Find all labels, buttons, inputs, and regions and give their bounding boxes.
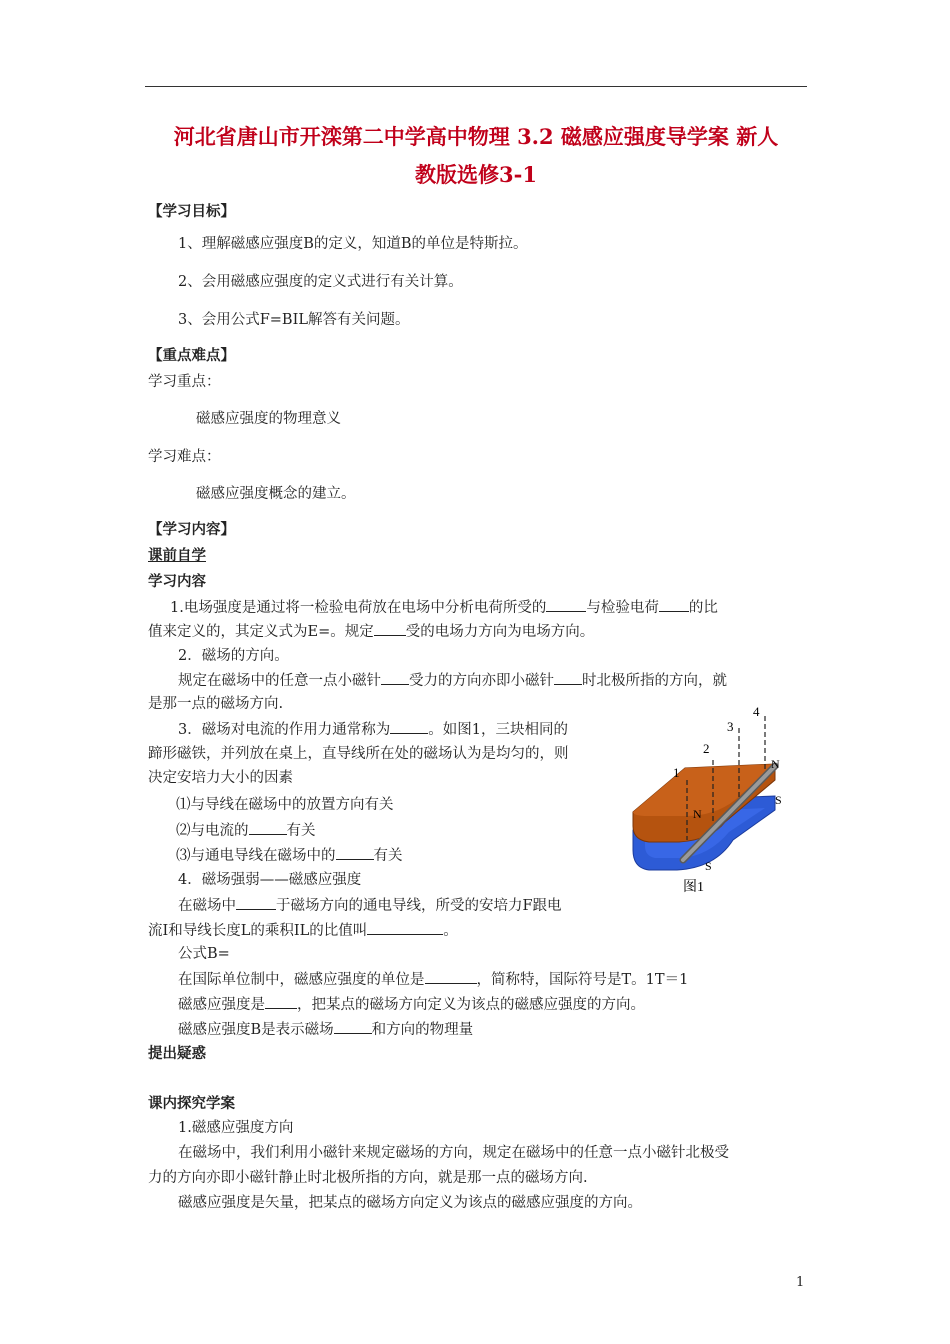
goals-heading: 【学习目标】: [148, 203, 235, 220]
explore-1: 1.磁感应强度方向: [178, 1120, 294, 1136]
preclass-heading: 课前自学: [148, 547, 206, 564]
factor-2: ⑵与电流的 有关: [176, 820, 316, 841]
label-3: 3: [727, 719, 734, 734]
blank: [659, 597, 689, 612]
factor-1: ⑴与导线在磁场中的放置方向有关: [176, 797, 394, 813]
goal-item-3: 3、会用公式F=BIL解答有关问题。: [178, 312, 410, 328]
blank: [334, 1019, 372, 1034]
focus-label: 学习重点：: [148, 374, 221, 390]
label-2: 2: [703, 741, 710, 756]
explore-2b: 力的方向亦即小磁针静止时北极所指的方向，就是那一点的磁场方向.: [148, 1170, 588, 1186]
paragraph-1a: 1.电场强度是通过将一检验电荷放在电场中分析电荷所受的 与检验电荷 的比: [170, 597, 718, 618]
paragraph-2: 2．磁场的方向。: [178, 648, 289, 664]
explore-2a: 在磁场中，我们利用小磁针来规定磁场的方向，规定在磁场中的任意一点小磁针北极受: [178, 1145, 729, 1161]
paragraph-1b: 值来定义的，其定义式为E=。规定 受的电场力方向为电场方向。: [148, 621, 594, 642]
title-line-2: 教版选修3-1: [415, 162, 537, 187]
paragraph-6a: 在磁场中 于磁场方向的通电导线，所受的安培力F跟电: [178, 895, 562, 916]
vector-line: 磁感应强度是 ，把某点的磁场方向定义为该点的磁感应强度的方向。: [178, 994, 645, 1015]
blank: [374, 621, 406, 636]
learning-content-heading: 学习内容: [148, 573, 206, 590]
label-n-top: N: [771, 757, 780, 771]
physics-line: 磁感应强度B是表示磁场 和方向的物理量: [178, 1019, 473, 1040]
explore-heading: 课内探究学案: [148, 1095, 235, 1112]
blank: [367, 920, 443, 935]
figure-1-magnets: [625, 700, 805, 900]
page-number: 1: [796, 1275, 805, 1290]
paragraph-3a: 规定在磁场中的任意一点小磁针 受力的方向亦即小磁针 时北极所指的方向，就: [178, 670, 727, 691]
content-heading: 【学习内容】: [148, 521, 235, 538]
unit-line: 在国际单位制中，磁感应强度的单位是 ，简称特，国际符号是T。1T＝1: [178, 969, 688, 990]
paragraph-4b: 蹄形磁铁，并列放在桌上，直导线所在处的磁场认为是均匀的，则: [148, 746, 569, 762]
question-heading: 提出疑惑: [148, 1045, 206, 1062]
goal-item-1: 1、理解磁感应强度B的定义，知道B的单位是特斯拉。: [178, 236, 528, 252]
label-1: 1: [673, 765, 680, 780]
paragraph-4a: 3．磁场对电流的作用力通常称为 。如图1，三块相同的: [178, 719, 568, 740]
paragraph-5: 4．磁场强弱——磁感应强度: [178, 872, 362, 888]
blank: [336, 845, 374, 860]
paragraph-4c: 决定安培力大小的因素: [148, 770, 293, 786]
difficulty-text: 磁感应强度概念的建立。: [196, 486, 356, 502]
header-rule: [145, 86, 807, 87]
document-title: [145, 118, 807, 194]
label-s-bottom: S: [705, 859, 712, 873]
blank: [425, 969, 477, 984]
blank: [546, 597, 586, 612]
difficulty-label: 学习难点：: [148, 449, 221, 465]
paragraph-6b: 流I和导线长度L的乘积IL的比值叫 。: [148, 920, 458, 941]
formula-line: 公式B=: [178, 946, 230, 962]
blank: [554, 670, 582, 685]
blank: [390, 719, 428, 734]
blank: [249, 820, 287, 835]
factor-3: ⑶与通电导线在磁场中的 有关: [176, 845, 403, 866]
focus-text: 磁感应强度的物理意义: [196, 411, 341, 427]
label-s-right: S: [775, 793, 782, 807]
label-4: 4: [753, 704, 760, 719]
explore-3: 磁感应强度是矢量，把某点的磁场方向定义为该点的磁感应强度的方向。: [178, 1195, 642, 1211]
title-line-1: 河北省唐山市开滦第二中学高中物理 3.2 磁感应强度导学案 新人: [173, 124, 779, 149]
goal-item-2: 2、会用磁感应强度的定义式进行有关计算。: [178, 274, 463, 290]
keypoints-heading: 【重点难点】: [148, 347, 235, 364]
blank: [381, 670, 409, 685]
label-n-mid: N: [693, 807, 702, 821]
blank: [265, 994, 297, 1009]
figure-caption: 图1: [683, 880, 704, 895]
paragraph-3b: 是那一点的磁场方向.: [148, 696, 284, 712]
blank: [236, 895, 276, 910]
